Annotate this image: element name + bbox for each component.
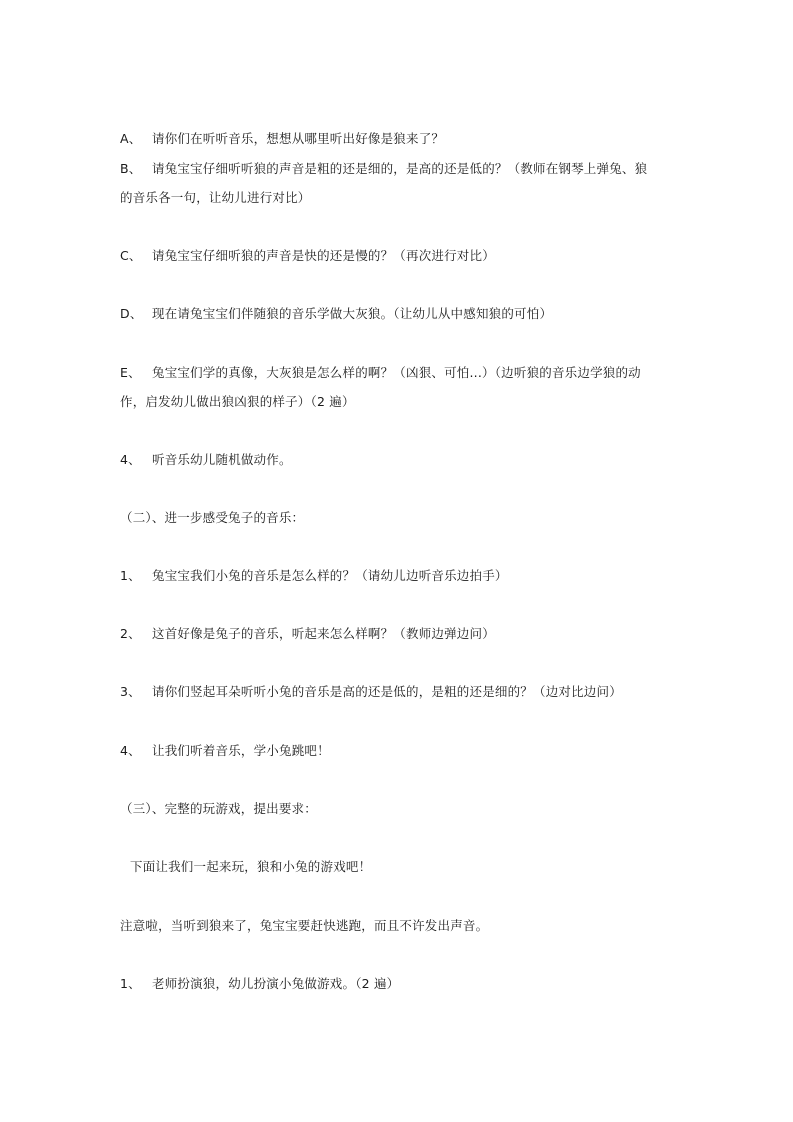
item-4-random-moves [120, 452, 680, 468]
item-b-marker: B、 [120, 161, 142, 176]
rabbit-item-4 [120, 743, 680, 759]
rabbit-item-4-text: 让我们听着音乐，学小兔跳吧！ [152, 743, 330, 758]
item-b-continuation: 的音乐各一句，让幼儿进行对比） [120, 190, 311, 205]
game-item-1-text: 老师扮演狼，幼儿扮演小兔做游戏。（2 遍） [152, 976, 400, 991]
section-heading-2: （二）、进一步感受兔子的音乐： [120, 510, 305, 525]
item-d-marker: D、 [120, 306, 143, 321]
item-4-marker: 4、 [120, 452, 141, 467]
item-4-text: 听音乐幼儿随机做动作。 [152, 452, 292, 467]
rabbit-item-1-text: 兔宝宝我们小兔的音乐是怎么样的？（请幼儿边听音乐边拍手） [152, 568, 508, 583]
rabbit-item-1 [120, 568, 680, 584]
item-d [120, 306, 680, 322]
item-c-text: 请兔宝宝仔细听狼的声音是快的还是慢的？（再次进行对比） [152, 248, 495, 263]
item-a-text: 请你们在听听音乐，想想从哪里听出好像是狼来了？ [152, 131, 445, 146]
rabbit-item-4-marker: 4、 [120, 743, 141, 758]
item-c-marker: C、 [120, 248, 142, 263]
game-item-1 [120, 976, 680, 992]
item-c [120, 248, 680, 264]
game-intro: 下面让我们一起来玩，狼和小兔的游戏吧！ [130, 859, 372, 874]
rabbit-item-3-text: 请你们竖起耳朵听听小兔的音乐是高的还是低的，是粗的还是细的？（边对比边问） [152, 684, 622, 699]
item-e-marker: E、 [120, 365, 141, 380]
item-e-text: 兔宝宝们学的真像，大灰狼是怎么样的啊？（凶狠、可怕...）（边听狼的音乐边学狼的动 [152, 365, 641, 380]
game-notice: 注意啦，当听到狼来了，兔宝宝要赶快逃跑，而且不许发出声音。 [120, 918, 489, 933]
item-b-text: 请兔宝宝仔细听听狼的声音是粗的还是细的，是高的还是低的？（教师在钢琴上弹兔、狼 [152, 161, 648, 176]
rabbit-item-2-marker: 2、 [120, 626, 141, 641]
game-item-1-marker: 1、 [120, 976, 141, 991]
rabbit-item-3 [120, 684, 680, 700]
item-e-continuation: 作，启发幼儿做出狼凶狠的样子）（2 遍） [120, 394, 355, 409]
item-b [120, 161, 680, 177]
item-d-text: 现在请兔宝宝们伴随狼的音乐学做大灰狼。（让幼儿从中感知狼的可怕） [152, 306, 553, 321]
item-e [120, 365, 680, 381]
item-a [120, 131, 680, 147]
section-heading-3: （三）、完整的玩游戏，提出要求： [120, 801, 317, 816]
rabbit-item-1-marker: 1、 [120, 568, 141, 583]
item-a-marker: A、 [120, 131, 142, 146]
rabbit-item-2 [120, 626, 680, 642]
rabbit-item-2-text: 这首好像是兔子的音乐，听起来怎么样啊？（教师边弹边问） [152, 626, 495, 641]
rabbit-item-3-marker: 3、 [120, 684, 141, 699]
